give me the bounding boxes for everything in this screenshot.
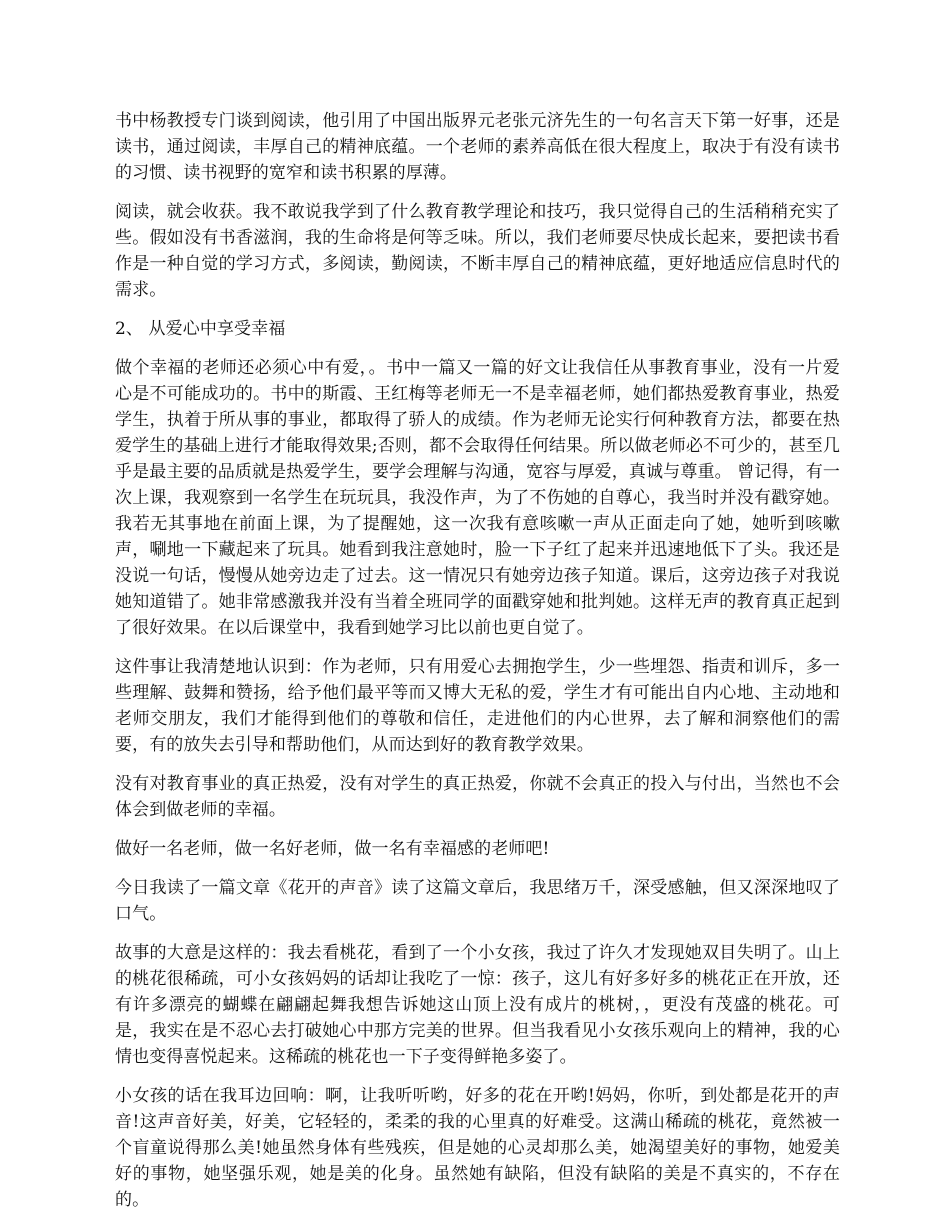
paragraph-reading-gain: 阅读，就会收获。我不敢说我学到了什么教育教学理论和技巧，我只觉得自己的生活稍稍充实了些。假如没有书香滋润，我的生命将是何等乏味。所以，我们老师要尽快成长起来，要把读书看作是一种自觉的学习方式，多阅读，勤阅读，不断丰厚自己的精神底蕴，更好地适应信息时代的需求。 (115, 202, 840, 300)
paragraph-true-love: 没有对教育事业的真正热爱，没有对学生的真正热爱，你就不会真正的投入与付出，当然也不会体会到做老师的幸福。 (115, 774, 840, 820)
paragraph-love-story: 做个幸福的老师还必须心中有爱，。书中一篇又一篇的好文让我信任从事教育事业，没有一片爱心是不可能成功的。书中的斯霞、王红梅等老师无一不是幸福老师，她们都热爱教育事业，热爱学生，执着于所从事的事业，都取得了骄人的成绩。作为老师无论实行何种教育方法，都要在热爱学生的基础上进行才能取得效果;否则，都不会取得任何结果。所以做老师必不可少的，甚至几乎是最主要的品质就是热爱学生，要学会理解与沟通，宽容与厚爱，真诚与尊重。 曾记得，有一次上课，我观察到一名学生在玩玩具，我没作声，为了不伤她的自尊心，我当时并没有戳穿她。我若无其事地在前面上课，为了提醒她，这一次我有意咳嗽一声从正面走向了她，她听到咳嗽声，唰地一下藏起来了玩具。她看到我注意她时，脸一下子红了起来并迅速地低下了头。我还是没说一句话，慢慢从她旁边走了过去。这一情况只有她旁边孩子知道。课后，这旁边孩子对我说她知道错了。她非常感激我并没有当着全班同学的面戳穿她和批判她。这样无声的教育真正起到了很好效果。在以后课堂中，我看到她学习比以前也更自觉了。 (115, 358, 840, 638)
paragraph-reflection: 这件事让我清楚地认识到：作为老师，只有用爱心去拥抱学生，少一些埋怨、指责和训斥，多一些理解、鼓舞和赞扬，给予他们最平等而又博大无私的爱，学生才有可能出自内心地、主动地和老师交朋友，我们才能得到他们的尊敬和信任，走进他们的内心世界，去了解和洞察他们的需要，有的放失去引导和帮助他们，从而达到好的教育教学效果。 (115, 657, 840, 755)
paragraph-reading-quote: 书中杨教授专门谈到阅读，他引用了中国出版界元老张元济先生的一句名言天下第一好事，还是读书，通过阅读，丰厚自己的精神底蕴。一个老师的素养高低在很大程度上，取决于有没有读书的习惯、读书视野的宽窄和读书积累的厚薄。 (115, 111, 840, 183)
paragraph-story-summary: 故事的大意是这样的：我去看桃花，看到了一个小女孩，我过了许久才发现她双目失明了。山上的桃花很稀疏，可小女孩妈妈的话却让我吃了一惊：孩子，这儿有好多好多的桃花正在开放，还有许多漂亮的蝴蝶在翩翩起舞我想告诉她这山顶上没有成片的桃树，，更没有茂盛的桃花。可是，我实在是不忍心去打破她心中那方完美的世界。但当我看见小女孩乐观向上的精神，我的心情也变得喜悦起来。这稀疏的桃花也一下子变得鲜艳多姿了。 (115, 943, 840, 1067)
paragraph-girl-words: 小女孩的话在我耳边回响：啊，让我听听哟，好多的花在开哟!妈妈，你听，到处都是花开的声音!这声音好美，好美，它轻轻的，柔柔的我的心里真的好难受。这满山稀疏的桃花，竟然被一个盲童说得那么美!她虽然身体有些残疾，但是她的心灵却那么美，她渴望美好的事物，她爱美好的事物，她坚强乐观，她是美的化身。虽然她有缺陷，但没有缺陷的美是不真实的，不存在的。 (115, 1086, 840, 1210)
paragraph-article-intro: 今日我读了一篇文章《花开的声音》读了这篇文章后，我思绪万千，深受感触，但又深深地叹了口气。 (115, 878, 840, 924)
document-body (115, 108, 840, 1226)
paragraph-good-teacher: 做好一名老师，做一名好老师，做一名有幸福感的老师吧! (115, 839, 550, 859)
section-heading: 2、 从爱心中享受幸福 (115, 319, 286, 339)
